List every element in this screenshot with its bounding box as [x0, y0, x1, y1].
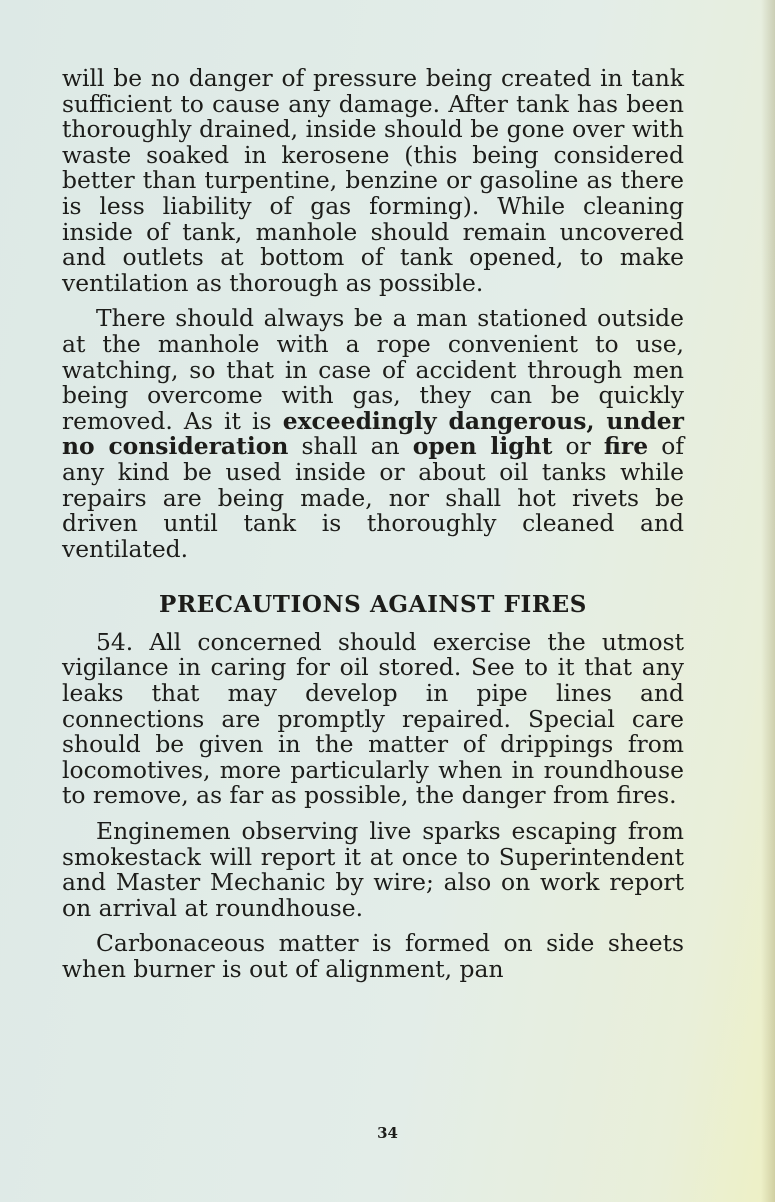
text-run: shall an — [288, 432, 413, 461]
text-run: or — [552, 432, 604, 461]
text-run: of any kind be used inside or about oil tanks while repairs are being made, nor shall hot rivets be driven until tank is thoroughly cleaned and ventilated. — [62, 432, 684, 563]
paragraph-continued: will be no danger of pressure being created in tank sufficient to cause any damage. After tank has been thoroughly drained, inside should be gone over with waste soaked in kerosene (this being considered better than turpentine, benzine or gasoline as there is less liability of gas forming). While cleaning inside of tank, manhole should remain uncovered and outlets at bottom of tank opened, to make ventilation as thorough as possible. — [62, 64, 684, 297]
page-number: 34 — [377, 1124, 398, 1142]
page-edge-shadow — [761, 0, 775, 1202]
text-run: There should always be a man stationed outside at the manhole with a rope convenient to use, watching, so that in case of accident through men being overcome with gas, they can be quickly removed. As it is — [62, 304, 684, 435]
bold-fire: fire — [603, 432, 649, 461]
paragraph-54: 54. All concerned should exercise the utmost vigilance in caring for oil stored. See to it that any leaks that may develop in pipe lines and connections are promptly repaired. Special care should be given in the matter of drippings from locomotives, more particularly when in roundhouse to remove, as far as possible, the danger from fires. — [62, 627, 684, 810]
page-text — [62, 66, 684, 983]
paragraph-safety-man — [62, 306, 684, 562]
bold-open-light: open light — [412, 432, 553, 461]
bold-warning: exceedingly dangerous, under no consideration — [62, 406, 684, 461]
paragraph-enginemen: Enginemen observing live sparks escaping from smokestack will report it at once to Superintendent and Master Mechanic by wire; also on work report on arrival at roundhouse. — [62, 817, 684, 922]
paragraph-carbonaceous: Carbonaceous matter is formed on side sheets when burner is out of alignment, pan — [62, 929, 684, 983]
section-heading: PRECAUTIONS AGAINST FIRES — [159, 591, 587, 619]
